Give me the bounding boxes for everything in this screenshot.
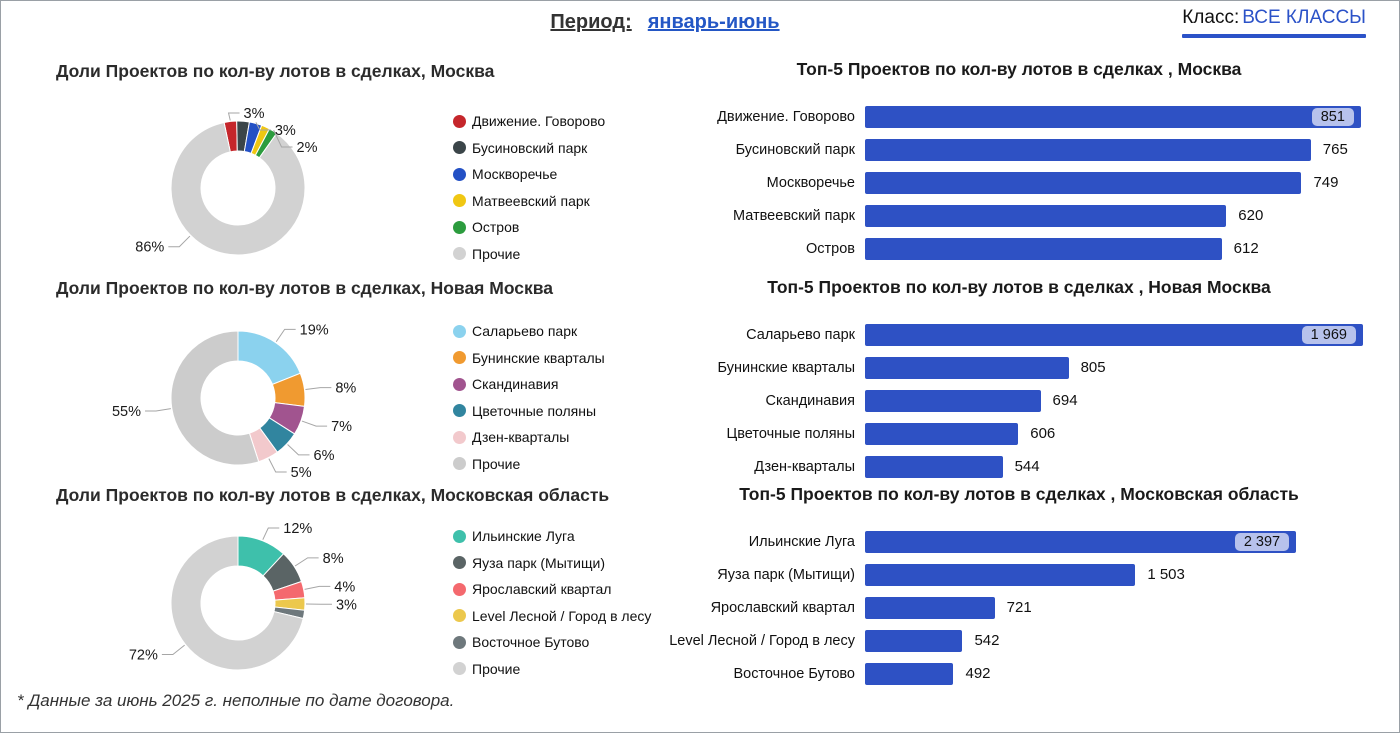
legend-dot-icon [453,168,466,181]
donut-percent-label: 3% [335,597,357,614]
legend-label: Движение. Говорово [472,113,606,130]
legend-dot-icon [453,636,466,649]
label-leader-line [276,329,295,341]
bar-row [663,417,1375,450]
bar-chart-title-moscow: Топ-5 Проектов по кол-ву лотов в сделках , Москва [796,59,1242,79]
legend-label: Москворечье [472,166,558,183]
legend-dot-icon [453,404,466,417]
legend-dot-icon [453,583,466,596]
legend-item[interactable] [453,398,693,425]
bar-row [663,657,1375,690]
legend-label: Бунинские кварталы [472,349,605,366]
label-leader-line [302,421,327,426]
legend-label: Прочие [472,455,521,472]
legend-item[interactable] [453,108,693,135]
bar[interactable] [865,205,1226,227]
legend-label: Ярославский квартал [472,581,612,598]
bar-chart-title-region: Топ-5 Проектов по кол-ву лотов в сделках , Московская область [739,484,1299,504]
legend-item[interactable] [453,345,693,372]
bar[interactable] [865,172,1301,194]
legend-item[interactable] [453,318,693,345]
bar-row [663,558,1375,591]
donut-chart-region [21,518,461,698]
bar-category-label: Восточное Бутово [733,665,855,682]
donut-percent-label: 3% [274,123,296,139]
bar-value: 1 503 [1147,565,1185,583]
bar-category-label: Матвеевский парк [733,207,855,224]
legend-dot-icon [453,115,466,128]
donut-chart-new-moscow [21,313,461,493]
bar-value: 606 [1030,424,1056,442]
bar[interactable] [865,324,1363,346]
legend-label: Бусиновский парк [472,139,588,156]
bar[interactable] [865,357,1069,379]
bar-category-label: Бунинские кварталы [717,359,855,376]
donut-percent-label: 7% [331,419,353,436]
bar-row [663,384,1375,417]
bar-row [663,450,1375,483]
bar-category-label: Бусиновский парк [735,141,855,158]
class-underline [1182,34,1366,38]
bar-value-box: 2 397 [1235,533,1289,551]
donut-title-moscow: Доли Проектов по кол-ву лотов в сделках, Москва [56,61,495,81]
label-leader-line [305,388,331,390]
donut-svg [21,313,461,493]
legend-dot-icon [453,221,466,234]
legend-label: Матвеевский парк [472,192,590,209]
donut-title-new-moscow: Доли Проектов по кол-ву лотов в сделках, Новая Москва [56,278,554,298]
bar-row [663,100,1375,133]
period-value-link[interactable]: январь-июнь [647,11,780,33]
donut-percent-label: 5% [290,464,312,481]
donut-svg [21,103,461,283]
legend-item[interactable] [453,424,693,451]
donut-percent-label: 12% [283,521,313,537]
bar-category-label: Яуза парк (Мытищи) [717,566,855,583]
label-leader-line [145,409,171,411]
bar[interactable] [865,390,1041,412]
donut-percent-label: 3% [243,106,265,122]
bar-chart-title-new-moscow: Топ-5 Проектов по кол-ву лотов в сделках , Новая Москва [767,277,1271,297]
bar-row [663,591,1375,624]
bar[interactable] [865,238,1222,260]
legend-dot-icon [453,662,466,675]
label-leader-line [288,445,310,455]
bar-value: 544 [1014,457,1040,475]
legend-item[interactable] [453,135,693,162]
bar-value: 805 [1080,358,1106,376]
bar-value: 542 [974,631,1000,649]
bar-category-label: Цветочные поляны [726,425,855,442]
legend-dot-icon [453,194,466,207]
bar[interactable] [865,597,995,619]
label-leader-line [269,459,287,472]
class-value[interactable]: ВСЕ КЛАССЫ [1242,7,1366,28]
legend-dot-icon [453,457,466,470]
legend-dot-icon [453,351,466,364]
bar-category-label: Level Лесной / Город в лесу [669,632,855,649]
bar-category-label: Ильинские Луга [748,533,855,550]
bar-row [663,318,1375,351]
legend-item[interactable] [453,550,693,577]
bar-category-label: Дзен-кварталы [754,458,855,475]
period-header [1,11,1329,34]
donut-percent-label: 72% [128,647,158,664]
legend-item[interactable] [453,371,693,398]
bar[interactable] [865,106,1361,128]
label-leader-line [295,558,319,566]
legend-item[interactable] [453,576,693,603]
legend-dot-icon [453,431,466,444]
legend-label: Яуза парк (Мытищи) [472,554,605,571]
legend-dot-icon [453,325,466,338]
period-label: Период: [550,11,632,33]
bar-category-label: Ярославский квартал [710,599,855,616]
donut-slice[interactable] [238,331,300,384]
bar-row [663,199,1375,232]
bar[interactable] [865,139,1311,161]
legend-label: Восточное Бутово [472,634,590,651]
donut-title-region: Доли Проектов по кол-ву лотов в сделках, Московская область [56,485,610,505]
bar-row [663,166,1375,199]
bar[interactable] [865,423,1018,445]
legend-new-moscow [453,318,693,477]
bar[interactable] [865,564,1135,586]
donut-percent-label: 4% [334,579,356,596]
bar-chart-region [663,484,1375,690]
legend-label: Ильинские Луга [472,528,575,545]
bar-category-label: Саларьево парк [746,326,855,343]
legend-dot-icon [453,609,466,622]
legend-label: Саларьево парк [472,323,578,340]
class-selector[interactable] [1182,7,1366,38]
bar-row [663,133,1375,166]
legend-dot-icon [453,247,466,260]
bar-value: 612 [1233,239,1259,257]
bar[interactable] [865,531,1296,553]
label-leader-line [305,586,331,589]
bar-row [663,351,1375,384]
legend-label: Level Лесной / Город в лесу [472,607,652,624]
donut-chart-moscow [21,103,461,283]
donut-percent-label: 55% [111,403,142,420]
bar[interactable] [865,630,962,652]
legend-label: Остров [472,219,520,236]
legend-dot-icon [453,141,466,154]
donut-percent-label: 19% [299,322,329,339]
bar-category-label: Остров [805,240,855,257]
label-leader-line [168,236,190,247]
bar-row [663,525,1375,558]
legend-item[interactable] [453,523,693,550]
legend-item[interactable] [453,629,693,656]
legend-item[interactable] [453,161,693,188]
footnote: * Данные за июнь 2025 г. неполные по дате договора. [17,691,455,710]
legend-item[interactable] [453,656,693,683]
bar-value: 620 [1238,206,1264,224]
legend-label: Цветочные поляны [472,402,597,419]
bar-value: 492 [965,664,991,682]
bar-chart-new-moscow [663,277,1375,483]
bar-row [663,624,1375,657]
donut-percent-label: 8% [322,550,344,567]
legend-item[interactable] [453,188,693,215]
donut-percent-label: 8% [335,380,357,397]
label-leader-line [263,528,279,540]
bar-category-label: Москворечье [766,174,855,191]
bar-value: 765 [1322,140,1348,158]
bar-value: 694 [1052,391,1078,409]
bar-row [663,232,1375,265]
legend-label: Прочие [472,245,521,262]
legend-moscow [453,108,693,267]
legend-item[interactable] [453,214,693,241]
bar[interactable] [865,663,953,685]
legend-dot-icon [453,556,466,569]
legend-dot-icon [453,378,466,391]
class-label: Класс: [1182,7,1240,28]
bar-value-box: 851 [1312,108,1354,126]
bar-category-label: Скандинавия [765,392,855,409]
legend-item[interactable] [453,451,693,478]
donut-percent-label: 86% [135,239,165,256]
bar-category-label: Движение. Говорово [717,108,855,125]
bar-chart-moscow [663,59,1375,265]
label-leader-line [162,645,185,654]
bar-value-box: 1 969 [1302,326,1356,344]
donut-svg [21,518,461,698]
legend-dot-icon [453,530,466,543]
legend-item[interactable] [453,241,693,268]
legend-label: Скандинавия [472,376,559,393]
donut-percent-label: 2% [296,140,318,156]
bar-value: 721 [1006,598,1032,616]
legend-item[interactable] [453,603,693,630]
bar-value: 749 [1313,173,1339,191]
bar[interactable] [865,456,1003,478]
legend-region [453,523,693,682]
donut-percent-label: 6% [313,447,335,464]
label-leader-line [229,113,240,120]
legend-label: Прочие [472,660,521,677]
legend-label: Дзен-кварталы [472,429,570,446]
